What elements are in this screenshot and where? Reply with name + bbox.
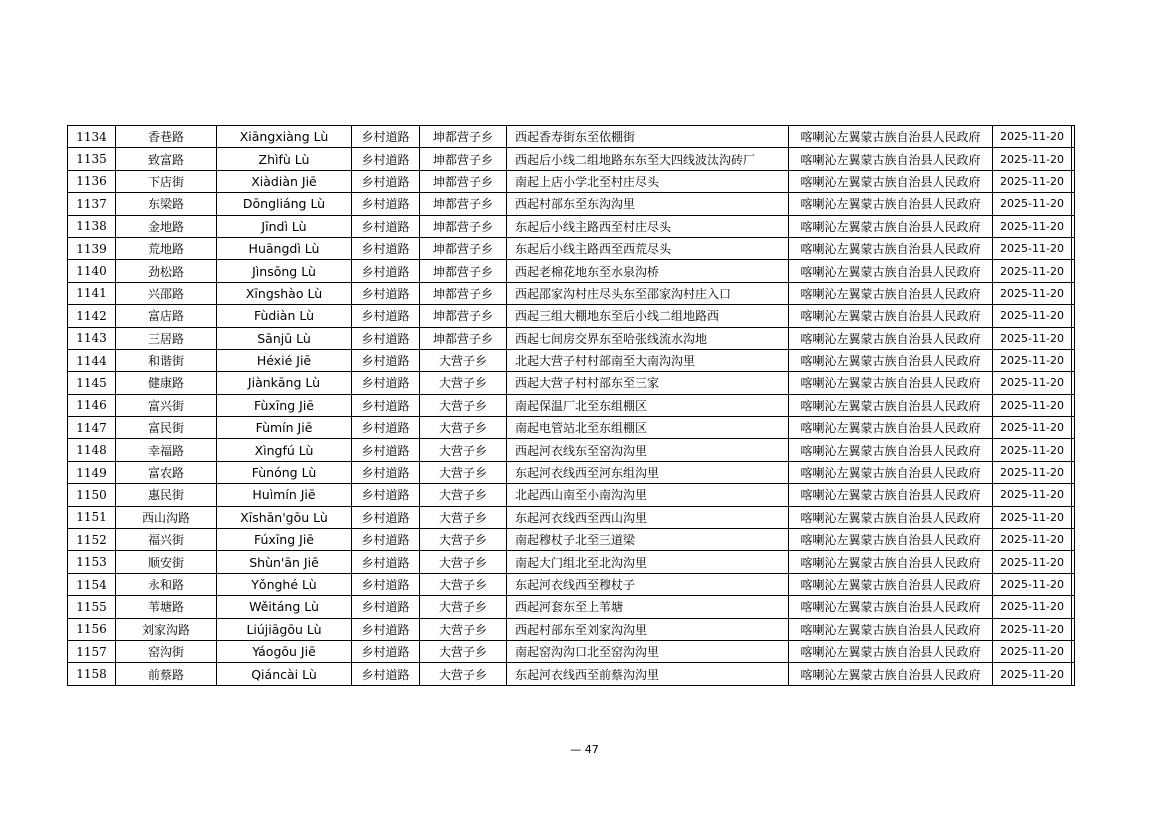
cell-number: 1144 xyxy=(68,349,116,371)
cell-date: 2025-11-20 xyxy=(993,506,1072,528)
cell-authority: 喀喇沁左翼蒙古族自治县人民政府 xyxy=(789,484,993,506)
cell-authority: 喀喇沁左翼蒙古族自治县人民政府 xyxy=(789,237,993,259)
cell-number: 1141 xyxy=(68,282,116,304)
cell-pinyin: Huāngdì Lù xyxy=(217,237,352,259)
cell-road-type: 乡村道路 xyxy=(352,551,420,573)
cell-route: 西起河套东至上苇塘 xyxy=(507,596,789,618)
cell-road-name: 下店街 xyxy=(116,170,217,192)
cell-road-type: 乡村道路 xyxy=(352,148,420,170)
cell-note xyxy=(1072,126,1075,148)
cell-road-name: 荒地路 xyxy=(116,237,217,259)
cell-note xyxy=(1072,573,1075,595)
cell-authority: 喀喇沁左翼蒙古族自治县人民政府 xyxy=(789,596,993,618)
cell-pinyin: Dōngliáng Lù xyxy=(217,193,352,215)
cell-date: 2025-11-20 xyxy=(993,215,1072,237)
cell-route: 北起大营子村村部南至大南沟沟里 xyxy=(507,349,789,371)
cell-date: 2025-11-20 xyxy=(993,461,1072,483)
cell-township: 坤都营子乡 xyxy=(420,237,507,259)
cell-route: 南起上店小学北至村庄尽头 xyxy=(507,170,789,192)
cell-pinyin: Zhìfù Lù xyxy=(217,148,352,170)
cell-township: 大营子乡 xyxy=(420,349,507,371)
cell-authority: 喀喇沁左翼蒙古族自治县人民政府 xyxy=(789,170,993,192)
cell-pinyin: Sānjū Lù xyxy=(217,327,352,349)
cell-number: 1136 xyxy=(68,170,116,192)
cell-date: 2025-11-20 xyxy=(993,394,1072,416)
cell-pinyin: Wěitáng Lù xyxy=(217,596,352,618)
cell-number: 1139 xyxy=(68,237,116,259)
table-row xyxy=(68,282,1075,304)
cell-note xyxy=(1072,372,1075,394)
cell-road-type: 乡村道路 xyxy=(352,349,420,371)
table-row xyxy=(68,573,1075,595)
cell-route: 南起大门组北至北沟沟里 xyxy=(507,551,789,573)
cell-road-type: 乡村道路 xyxy=(352,618,420,640)
table-row xyxy=(68,461,1075,483)
cell-date: 2025-11-20 xyxy=(993,529,1072,551)
cell-pinyin: Huìmín Jiē xyxy=(217,484,352,506)
cell-road-type: 乡村道路 xyxy=(352,640,420,662)
cell-number: 1137 xyxy=(68,193,116,215)
cell-note xyxy=(1072,394,1075,416)
cell-note xyxy=(1072,237,1075,259)
cell-note xyxy=(1072,596,1075,618)
cell-authority: 喀喇沁左翼蒙古族自治县人民政府 xyxy=(789,327,993,349)
cell-township: 大营子乡 xyxy=(420,618,507,640)
cell-route: 北起西山南至小南沟沟里 xyxy=(507,484,789,506)
cell-date: 2025-11-20 xyxy=(993,193,1072,215)
cell-route: 西起七间房交界东至哈张线流水沟地 xyxy=(507,327,789,349)
cell-number: 1157 xyxy=(68,640,116,662)
cell-authority: 喀喇沁左翼蒙古族自治县人民政府 xyxy=(789,663,993,685)
cell-township: 坤都营子乡 xyxy=(420,215,507,237)
cell-pinyin: Jīndì Lù xyxy=(217,215,352,237)
cell-township: 坤都营子乡 xyxy=(420,193,507,215)
cell-road-name: 香巷路 xyxy=(116,126,217,148)
cell-number: 1149 xyxy=(68,461,116,483)
cell-road-name: 致富路 xyxy=(116,148,217,170)
cell-route: 南起电管站北至东组棚区 xyxy=(507,417,789,439)
cell-date: 2025-11-20 xyxy=(993,640,1072,662)
cell-road-type: 乡村道路 xyxy=(352,461,420,483)
cell-township: 坤都营子乡 xyxy=(420,126,507,148)
cell-authority: 喀喇沁左翼蒙古族自治县人民政府 xyxy=(789,349,993,371)
table-row xyxy=(68,193,1075,215)
cell-date: 2025-11-20 xyxy=(993,618,1072,640)
cell-route: 南起窑沟沟口北至窑沟沟里 xyxy=(507,640,789,662)
cell-note xyxy=(1072,439,1075,461)
cell-number: 1154 xyxy=(68,573,116,595)
cell-township: 坤都营子乡 xyxy=(420,305,507,327)
cell-date: 2025-11-20 xyxy=(993,282,1072,304)
cell-route: 东起后小线主路西至西荒尽头 xyxy=(507,237,789,259)
table-row xyxy=(68,596,1075,618)
cell-pinyin: Shùn'ān Jiē xyxy=(217,551,352,573)
cell-authority: 喀喇沁左翼蒙古族自治县人民政府 xyxy=(789,193,993,215)
cell-route: 东起河衣线西至河东组沟里 xyxy=(507,461,789,483)
table-row xyxy=(68,237,1075,259)
cell-road-type: 乡村道路 xyxy=(352,215,420,237)
cell-note xyxy=(1072,551,1075,573)
cell-route: 南起保温厂北至东组棚区 xyxy=(507,394,789,416)
cell-township: 坤都营子乡 xyxy=(420,282,507,304)
cell-route: 东起河衣线西至穆杖子 xyxy=(507,573,789,595)
cell-authority: 喀喇沁左翼蒙古族自治县人民政府 xyxy=(789,417,993,439)
cell-road-type: 乡村道路 xyxy=(352,394,420,416)
cell-date: 2025-11-20 xyxy=(993,126,1072,148)
cell-date: 2025-11-20 xyxy=(993,260,1072,282)
cell-number: 1155 xyxy=(68,596,116,618)
cell-number: 1143 xyxy=(68,327,116,349)
cell-route: 东起后小线主路西至村庄尽头 xyxy=(507,215,789,237)
cell-road-type: 乡村道路 xyxy=(352,484,420,506)
cell-pinyin: Xīshān'gōu Lù xyxy=(217,506,352,528)
cell-road-type: 乡村道路 xyxy=(352,170,420,192)
cell-road-name: 富店路 xyxy=(116,305,217,327)
cell-route: 南起穆杖子北至三道梁 xyxy=(507,529,789,551)
table-row xyxy=(68,170,1075,192)
cell-route: 西起村部东至东沟沟里 xyxy=(507,193,789,215)
cell-road-type: 乡村道路 xyxy=(352,282,420,304)
cell-road-type: 乡村道路 xyxy=(352,260,420,282)
cell-township: 大营子乡 xyxy=(420,417,507,439)
cell-road-type: 乡村道路 xyxy=(352,126,420,148)
cell-number: 1147 xyxy=(68,417,116,439)
cell-authority: 喀喇沁左翼蒙古族自治县人民政府 xyxy=(789,551,993,573)
cell-date: 2025-11-20 xyxy=(993,305,1072,327)
cell-authority: 喀喇沁左翼蒙古族自治县人民政府 xyxy=(789,126,993,148)
cell-authority: 喀喇沁左翼蒙古族自治县人民政府 xyxy=(789,372,993,394)
cell-number: 1146 xyxy=(68,394,116,416)
cell-route: 东起河衣线西至西山沟里 xyxy=(507,506,789,528)
cell-pinyin: Héxié Jiē xyxy=(217,349,352,371)
cell-date: 2025-11-20 xyxy=(993,663,1072,685)
cell-authority: 喀喇沁左翼蒙古族自治县人民政府 xyxy=(789,394,993,416)
cell-note xyxy=(1072,282,1075,304)
cell-route: 西起后小线二组地路东东至大四线波汰沟砖厂 xyxy=(507,148,789,170)
cell-road-name: 窑沟街 xyxy=(116,640,217,662)
cell-number: 1134 xyxy=(68,126,116,148)
cell-route: 东起河衣线西至前蔡沟沟里 xyxy=(507,663,789,685)
cell-road-name: 劲松路 xyxy=(116,260,217,282)
cell-pinyin: Fúxīng Jiē xyxy=(217,529,352,551)
cell-township: 大营子乡 xyxy=(420,663,507,685)
cell-date: 2025-11-20 xyxy=(993,349,1072,371)
table-row xyxy=(68,484,1075,506)
cell-township: 坤都营子乡 xyxy=(420,148,507,170)
cell-date: 2025-11-20 xyxy=(993,596,1072,618)
cell-authority: 喀喇沁左翼蒙古族自治县人民政府 xyxy=(789,439,993,461)
table-row xyxy=(68,327,1075,349)
cell-road-type: 乡村道路 xyxy=(352,439,420,461)
cell-road-type: 乡村道路 xyxy=(352,529,420,551)
cell-township: 坤都营子乡 xyxy=(420,170,507,192)
cell-note xyxy=(1072,193,1075,215)
cell-pinyin: Jìnsōng Lù xyxy=(217,260,352,282)
cell-road-type: 乡村道路 xyxy=(352,327,420,349)
cell-note xyxy=(1072,215,1075,237)
cell-township: 大营子乡 xyxy=(420,372,507,394)
cell-township: 大营子乡 xyxy=(420,394,507,416)
table-row xyxy=(68,529,1075,551)
cell-pinyin: Fùxīng Jiē xyxy=(217,394,352,416)
table-row xyxy=(68,640,1075,662)
cell-date: 2025-11-20 xyxy=(993,439,1072,461)
cell-route: 西起大营子村村部东至三家 xyxy=(507,372,789,394)
cell-authority: 喀喇沁左翼蒙古族自治县人民政府 xyxy=(789,305,993,327)
cell-authority: 喀喇沁左翼蒙古族自治县人民政府 xyxy=(789,148,993,170)
cell-road-name: 顺安街 xyxy=(116,551,217,573)
table-row xyxy=(68,148,1075,170)
cell-road-type: 乡村道路 xyxy=(352,193,420,215)
cell-number: 1140 xyxy=(68,260,116,282)
cell-route: 西起邵家沟村庄尽头东至邵家沟村庄入口 xyxy=(507,282,789,304)
cell-note xyxy=(1072,663,1075,685)
cell-note xyxy=(1072,506,1075,528)
cell-road-name: 刘家沟路 xyxy=(116,618,217,640)
cell-note xyxy=(1072,618,1075,640)
cell-township: 大营子乡 xyxy=(420,529,507,551)
cell-date: 2025-11-20 xyxy=(993,148,1072,170)
cell-route: 西起香寿街东至依棚街 xyxy=(507,126,789,148)
cell-township: 大营子乡 xyxy=(420,484,507,506)
cell-note xyxy=(1072,327,1075,349)
cell-number: 1145 xyxy=(68,372,116,394)
cell-road-type: 乡村道路 xyxy=(352,573,420,595)
cell-pinyin: Yǒnghé Lù xyxy=(217,573,352,595)
cell-road-type: 乡村道路 xyxy=(352,372,420,394)
cell-date: 2025-11-20 xyxy=(993,372,1072,394)
cell-authority: 喀喇沁左翼蒙古族自治县人民政府 xyxy=(789,573,993,595)
cell-authority: 喀喇沁左翼蒙古族自治县人民政府 xyxy=(789,282,993,304)
cell-authority: 喀喇沁左翼蒙古族自治县人民政府 xyxy=(789,215,993,237)
table-row xyxy=(68,215,1075,237)
cell-pinyin: Qiáncài Lù xyxy=(217,663,352,685)
cell-number: 1138 xyxy=(68,215,116,237)
cell-road-type: 乡村道路 xyxy=(352,663,420,685)
cell-road-name: 和谐街 xyxy=(116,349,217,371)
cell-note xyxy=(1072,260,1075,282)
cell-authority: 喀喇沁左翼蒙古族自治县人民政府 xyxy=(789,506,993,528)
cell-number: 1150 xyxy=(68,484,116,506)
cell-pinyin: Xìngfú Lù xyxy=(217,439,352,461)
cell-date: 2025-11-20 xyxy=(993,484,1072,506)
cell-number: 1135 xyxy=(68,148,116,170)
cell-authority: 喀喇沁左翼蒙古族自治县人民政府 xyxy=(789,640,993,662)
cell-township: 大营子乡 xyxy=(420,551,507,573)
cell-road-name: 东梁路 xyxy=(116,193,217,215)
cell-township: 大营子乡 xyxy=(420,573,507,595)
table-row xyxy=(68,663,1075,685)
page-number: — 47 xyxy=(570,743,599,756)
cell-township: 大营子乡 xyxy=(420,596,507,618)
table-row xyxy=(68,618,1075,640)
cell-pinyin: Xiàdiàn Jiē xyxy=(217,170,352,192)
cell-number: 1152 xyxy=(68,529,116,551)
cell-note xyxy=(1072,529,1075,551)
cell-road-name: 永和路 xyxy=(116,573,217,595)
cell-date: 2025-11-20 xyxy=(993,417,1072,439)
cell-township: 大营子乡 xyxy=(420,461,507,483)
cell-pinyin: Fùnóng Lù xyxy=(217,461,352,483)
cell-route: 西起三组大棚地东至后小线二组地路西 xyxy=(507,305,789,327)
table-row xyxy=(68,126,1075,148)
table-row xyxy=(68,506,1075,528)
cell-note xyxy=(1072,170,1075,192)
cell-road-name: 富农路 xyxy=(116,461,217,483)
table-body xyxy=(68,126,1075,686)
table-row xyxy=(68,349,1075,371)
cell-road-type: 乡村道路 xyxy=(352,417,420,439)
cell-pinyin: Yáogōu Jiē xyxy=(217,640,352,662)
cell-number: 1148 xyxy=(68,439,116,461)
cell-number: 1158 xyxy=(68,663,116,685)
cell-road-name: 三居路 xyxy=(116,327,217,349)
cell-road-name: 苇塘路 xyxy=(116,596,217,618)
cell-note xyxy=(1072,148,1075,170)
road-name-table xyxy=(67,125,1075,686)
cell-route: 西起村部东至刘家沟沟里 xyxy=(507,618,789,640)
cell-note xyxy=(1072,349,1075,371)
cell-township: 大营子乡 xyxy=(420,506,507,528)
cell-road-name: 健康路 xyxy=(116,372,217,394)
cell-route: 西起老棉花地东至水泉沟桥 xyxy=(507,260,789,282)
cell-note xyxy=(1072,640,1075,662)
cell-note xyxy=(1072,484,1075,506)
cell-pinyin: Fùmín Jiē xyxy=(217,417,352,439)
cell-pinyin: Xīngshào Lù xyxy=(217,282,352,304)
cell-road-name: 兴邵路 xyxy=(116,282,217,304)
cell-pinyin: Xiāngxiàng Lù xyxy=(217,126,352,148)
cell-date: 2025-11-20 xyxy=(993,237,1072,259)
cell-authority: 喀喇沁左翼蒙古族自治县人民政府 xyxy=(789,260,993,282)
cell-pinyin: Jiànkāng Lù xyxy=(217,372,352,394)
cell-date: 2025-11-20 xyxy=(993,573,1072,595)
cell-date: 2025-11-20 xyxy=(993,551,1072,573)
cell-road-type: 乡村道路 xyxy=(352,596,420,618)
table-row xyxy=(68,305,1075,327)
cell-road-name: 富兴街 xyxy=(116,394,217,416)
cell-number: 1151 xyxy=(68,506,116,528)
cell-road-name: 福兴街 xyxy=(116,529,217,551)
cell-road-name: 金地路 xyxy=(116,215,217,237)
cell-township: 坤都营子乡 xyxy=(420,260,507,282)
table-row xyxy=(68,260,1075,282)
cell-pinyin: Fùdiàn Lù xyxy=(217,305,352,327)
cell-number: 1156 xyxy=(68,618,116,640)
cell-road-name: 富民街 xyxy=(116,417,217,439)
cell-date: 2025-11-20 xyxy=(993,327,1072,349)
cell-number: 1142 xyxy=(68,305,116,327)
cell-note xyxy=(1072,305,1075,327)
table-row xyxy=(68,439,1075,461)
cell-township: 大营子乡 xyxy=(420,640,507,662)
cell-date: 2025-11-20 xyxy=(993,170,1072,192)
cell-road-name: 西山沟路 xyxy=(116,506,217,528)
cell-route: 西起河衣线东至窑沟沟里 xyxy=(507,439,789,461)
table-row xyxy=(68,417,1075,439)
cell-road-name: 惠民街 xyxy=(116,484,217,506)
table-row xyxy=(68,372,1075,394)
table-row xyxy=(68,551,1075,573)
cell-township: 坤都营子乡 xyxy=(420,327,507,349)
cell-authority: 喀喇沁左翼蒙古族自治县人民政府 xyxy=(789,618,993,640)
cell-road-type: 乡村道路 xyxy=(352,506,420,528)
cell-note xyxy=(1072,461,1075,483)
cell-road-name: 前蔡路 xyxy=(116,663,217,685)
cell-authority: 喀喇沁左翼蒙古族自治县人民政府 xyxy=(789,529,993,551)
cell-road-type: 乡村道路 xyxy=(352,305,420,327)
cell-pinyin: Liújiāgōu Lù xyxy=(217,618,352,640)
cell-note xyxy=(1072,417,1075,439)
cell-township: 大营子乡 xyxy=(420,439,507,461)
table-row xyxy=(68,394,1075,416)
cell-number: 1153 xyxy=(68,551,116,573)
cell-road-type: 乡村道路 xyxy=(352,237,420,259)
cell-authority: 喀喇沁左翼蒙古族自治县人民政府 xyxy=(789,461,993,483)
cell-road-name: 幸福路 xyxy=(116,439,217,461)
